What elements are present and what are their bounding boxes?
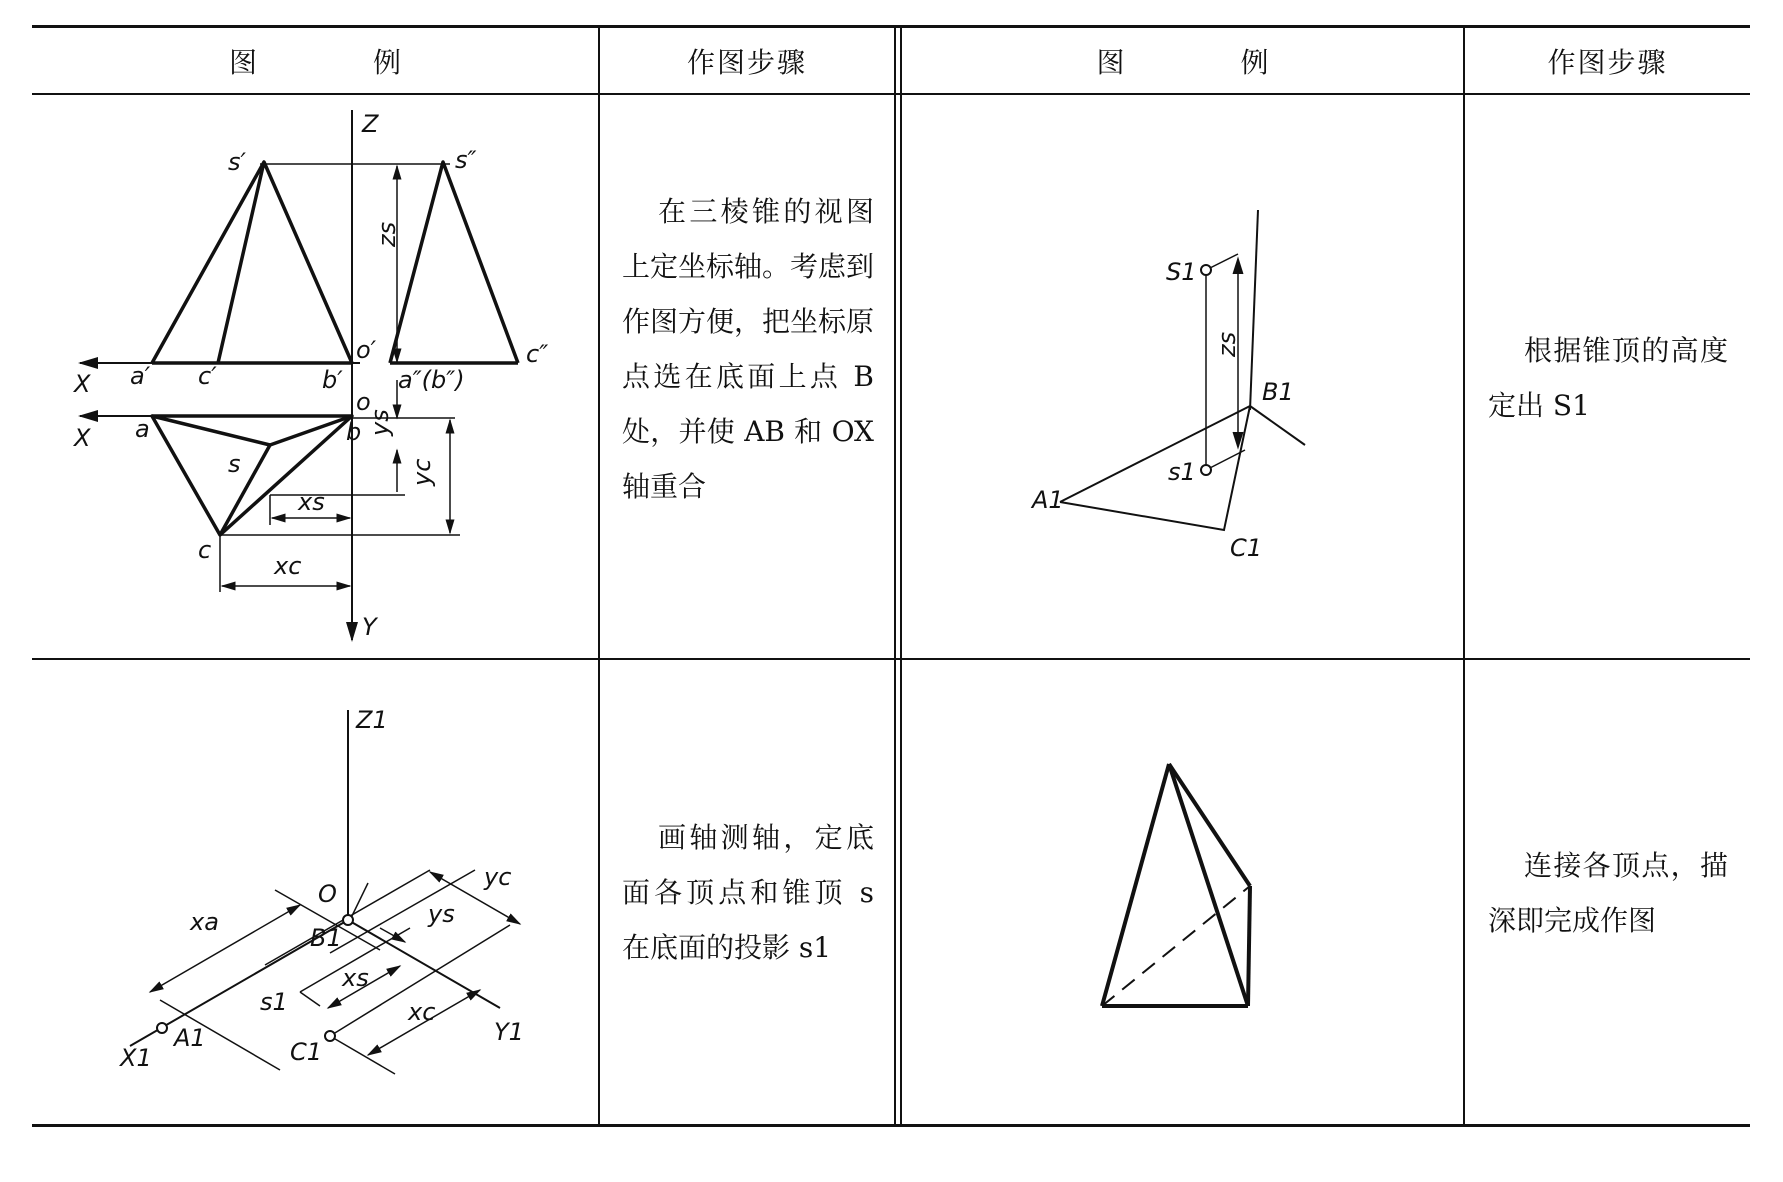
label-Z: Z	[362, 110, 379, 138]
figure-isometric-axes	[90, 690, 570, 1100]
label-b-front: b′	[322, 366, 343, 394]
label-ys-3: ys	[428, 900, 455, 928]
figure-orthographic-views	[60, 100, 580, 650]
column-divider-3	[1463, 25, 1465, 1125]
header-left-figure: 图 例	[228, 46, 445, 79]
step-text-1: 在三棱锥的视图上定坐标轴。考虑到作图方便，把坐标原点选在底面上点 B 处，并使 AB 和 OX 轴重合	[622, 195, 875, 503]
label-A1: A1	[1032, 486, 1064, 514]
label-s: s	[228, 450, 241, 478]
label-o-front: o′	[356, 336, 377, 364]
label-xs: xs	[298, 488, 325, 516]
label-a: a	[135, 415, 150, 443]
step-text-2: 根据锥顶的高度定出 S1	[1488, 334, 1728, 422]
label-A1-3: A1	[174, 1024, 206, 1052]
label-c-side: c″	[526, 340, 549, 368]
center-divider-right	[900, 25, 902, 1125]
column-divider-1	[598, 25, 600, 1125]
label-xc-3: xc	[408, 998, 436, 1026]
label-s1-3: s1	[260, 988, 288, 1016]
label-s1: s1	[1168, 458, 1196, 486]
label-X-bottom: X	[74, 424, 91, 452]
label-c: c	[198, 536, 212, 564]
label-Z1: Z1	[356, 706, 388, 734]
label-zs-2: zs	[1213, 331, 1241, 357]
table-bottom-rule	[32, 1124, 1750, 1127]
label-yc: yc	[408, 458, 436, 486]
label-o: o	[356, 388, 371, 416]
label-c-front: c′	[198, 362, 217, 390]
label-Y: Y	[362, 613, 377, 641]
label-b: b	[346, 418, 362, 446]
label-B1: B1	[1262, 378, 1294, 406]
label-B1-3: B1	[310, 924, 342, 952]
label-S1: S1	[1166, 258, 1197, 286]
label-xc: xc	[274, 552, 302, 580]
label-Y1: Y1	[494, 1018, 524, 1046]
label-X-top: X	[74, 370, 91, 398]
row-separator	[32, 658, 1750, 660]
center-divider-left	[894, 25, 896, 1125]
label-X1: X1	[120, 1044, 152, 1072]
label-a-front: a′	[130, 362, 151, 390]
step-text-3: 画轴测轴，定底面各顶点和锥顶 s 在底面的投影 s1	[622, 821, 874, 964]
label-s-front: s′	[228, 148, 246, 176]
figure-apex-height	[1030, 200, 1330, 580]
label-xs-3: xs	[342, 964, 369, 992]
header-right-steps: 作图步骤	[1547, 46, 1668, 79]
label-s-side: s″	[455, 146, 477, 174]
header-left-steps: 作图步骤	[686, 46, 807, 79]
label-yc-3: yc	[484, 863, 512, 891]
label-O: O	[318, 880, 337, 908]
label-C1-3: C1	[290, 1038, 323, 1066]
header-right-figure: 图 例	[1096, 46, 1313, 79]
label-xa: xa	[190, 908, 219, 936]
label-C1: C1	[1230, 534, 1263, 562]
label-ys: ys	[366, 409, 394, 436]
step-text-4: 连接各顶点，描深即完成作图	[1488, 849, 1728, 937]
figure-finished-pyramid	[1080, 740, 1280, 1040]
label-zs: zs	[373, 221, 401, 247]
label-ab-side: a″(b″)	[398, 366, 465, 394]
